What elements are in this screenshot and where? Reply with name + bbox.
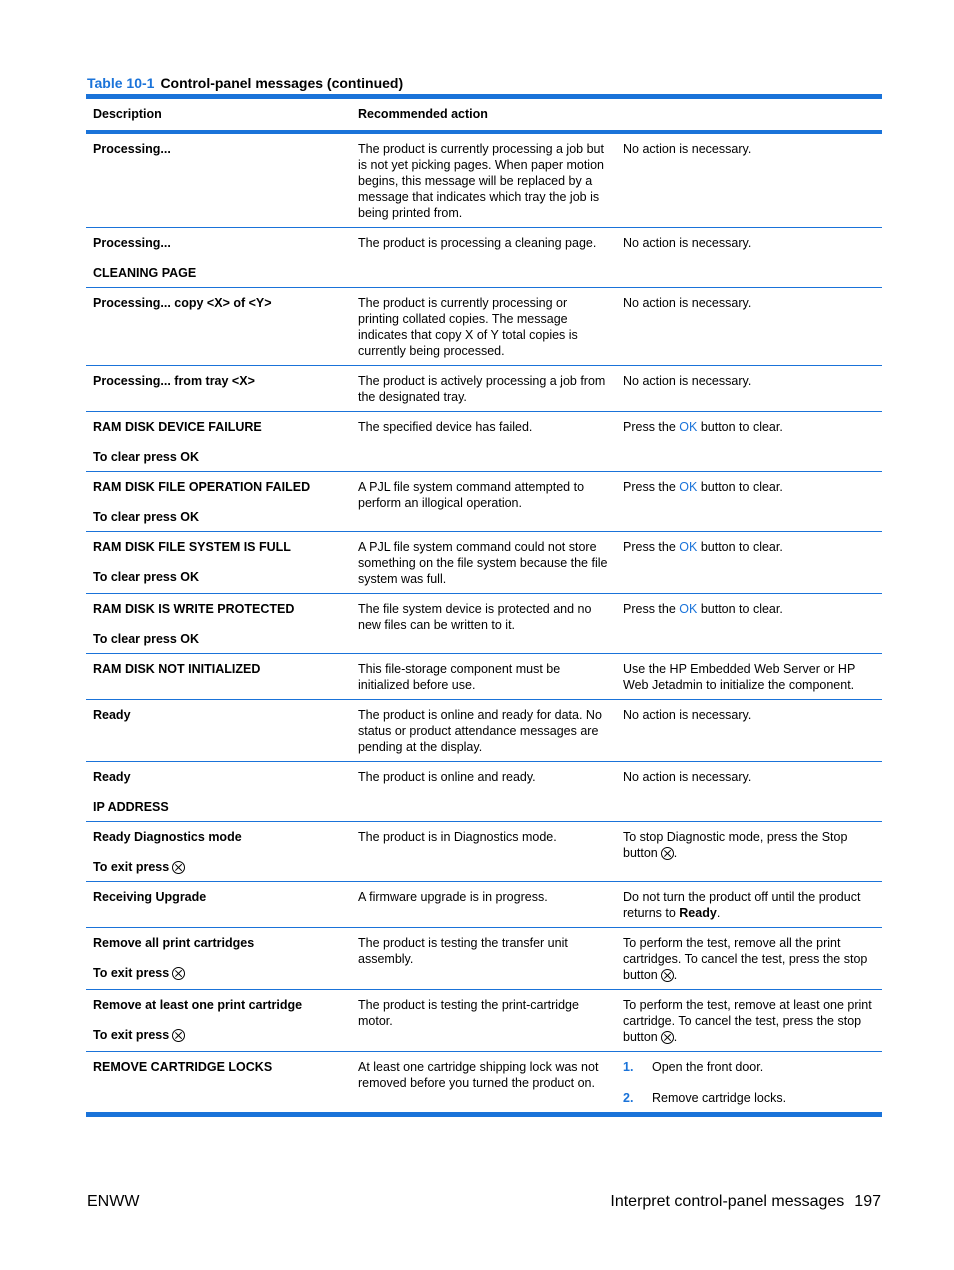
action-text: button to clear. bbox=[697, 602, 783, 616]
message-cell bbox=[86, 762, 351, 822]
cause-cell: The product is actively processing a job from the designated tray. bbox=[351, 366, 616, 412]
action-text: To perform the test, remove all the print cartridges. To cancel the test, press the stop button bbox=[623, 936, 868, 982]
table-row bbox=[86, 762, 882, 822]
message-text: RAM DISK IS WRITE PROTECTED bbox=[93, 602, 295, 616]
stop-icon bbox=[661, 969, 674, 982]
message-cell bbox=[86, 990, 351, 1052]
action-text: button to clear. bbox=[697, 540, 783, 554]
action-cell: No action is necessary. bbox=[616, 132, 882, 228]
message-text: Ready Diagnostics mode bbox=[93, 830, 242, 844]
action-cell bbox=[616, 822, 882, 882]
action-text: Press the bbox=[623, 480, 680, 494]
message-text: RAM DISK FILE SYSTEM IS FULL bbox=[93, 540, 291, 554]
message-cell bbox=[86, 132, 351, 228]
cause-cell: The product is currently processing a job but is not yet picking pages. When paper motion begins, this message will be replaced by a message that indicates which tray the job is being printed from. bbox=[351, 132, 616, 228]
cause-cell: The product is testing the transfer unit assembly. bbox=[351, 928, 616, 990]
message-cell bbox=[86, 228, 351, 288]
table-row bbox=[86, 928, 882, 990]
message-cell bbox=[86, 472, 351, 532]
table-caption bbox=[87, 75, 403, 91]
exit-text: To exit press bbox=[93, 1028, 170, 1042]
message-text: Ready bbox=[93, 708, 131, 722]
message-subtext bbox=[93, 859, 345, 875]
action-cell: No action is necessary. bbox=[616, 366, 882, 412]
control-panel-messages-table bbox=[86, 99, 882, 1117]
footer-section: Interpret control-panel messages bbox=[610, 1193, 845, 1210]
ok-button-ref: OK bbox=[679, 540, 698, 554]
action-cell bbox=[616, 594, 882, 654]
action-cell bbox=[616, 882, 882, 928]
step-number: 1. bbox=[623, 1060, 634, 1074]
ok-button-ref: OK bbox=[679, 602, 698, 616]
list-item bbox=[623, 1090, 876, 1106]
message-cell bbox=[86, 928, 351, 990]
step-text: Remove cartridge locks. bbox=[652, 1091, 787, 1105]
table-row bbox=[86, 472, 882, 532]
table-row bbox=[86, 288, 882, 366]
cause-cell: The product is online and ready. bbox=[351, 762, 616, 822]
action-text: Do not turn the product off until the product returns to bbox=[623, 890, 861, 920]
message-text: RAM DISK NOT INITIALIZED bbox=[93, 662, 261, 676]
cause-cell: A PJL file system command attempted to perform an illogical operation. bbox=[351, 472, 616, 532]
message-text: Processing... from tray <X> bbox=[93, 374, 255, 388]
header-description: Description bbox=[86, 99, 351, 132]
action-text: . bbox=[673, 968, 678, 982]
action-cell bbox=[616, 532, 882, 594]
message-cell bbox=[86, 822, 351, 882]
table-title: Control-panel messages (continued) bbox=[160, 75, 404, 91]
message-subtext: To clear press OK bbox=[93, 570, 200, 584]
message-cell bbox=[86, 882, 351, 928]
table-row bbox=[86, 132, 882, 228]
stop-icon bbox=[661, 847, 674, 860]
action-text: To perform the test, remove at least one print cartridge. To cancel the test, press the stop button bbox=[623, 998, 872, 1044]
stop-icon bbox=[172, 1029, 185, 1042]
action-text: . bbox=[673, 846, 678, 860]
table-row bbox=[86, 228, 882, 288]
cause-cell: The product is online and ready for data. No status or product attendance messages are pending at the display. bbox=[351, 700, 616, 762]
cause-cell: A PJL file system command could not store something on the file system because the file system was full. bbox=[351, 532, 616, 594]
action-cell: No action is necessary. bbox=[616, 288, 882, 366]
action-cell bbox=[616, 990, 882, 1052]
message-text: Processing... copy <X> of <Y> bbox=[93, 296, 272, 310]
step-text: Open the front door. bbox=[652, 1060, 764, 1074]
cause-cell: The product is processing a cleaning page. bbox=[351, 228, 616, 288]
stop-icon bbox=[172, 967, 185, 980]
message-cell bbox=[86, 412, 351, 472]
action-cell bbox=[616, 472, 882, 532]
footer-left: ENWW bbox=[87, 1193, 140, 1210]
message-cell bbox=[86, 288, 351, 366]
steps-list bbox=[623, 1059, 876, 1106]
action-text: button to clear. bbox=[697, 480, 783, 494]
action-cell: No action is necessary. bbox=[616, 228, 882, 288]
action-cell bbox=[616, 1052, 882, 1115]
list-item bbox=[623, 1059, 876, 1075]
message-subtext bbox=[93, 1027, 345, 1043]
action-text: Press the bbox=[623, 602, 680, 616]
action-text: Press the bbox=[623, 540, 680, 554]
footer-right bbox=[610, 1193, 881, 1211]
table-row bbox=[86, 990, 882, 1052]
header-recommended-action: Recommended action bbox=[351, 99, 882, 132]
cause-cell: This file-storage component must be initialized before use. bbox=[351, 654, 616, 700]
table-row bbox=[86, 412, 882, 472]
step-number: 2. bbox=[623, 1091, 634, 1105]
action-text: . bbox=[673, 1030, 678, 1044]
message-text: Processing... bbox=[93, 236, 171, 250]
cause-cell: The specified device has failed. bbox=[351, 412, 616, 472]
message-text: Processing... bbox=[93, 142, 171, 156]
exit-text: To exit press bbox=[93, 966, 170, 980]
table-row bbox=[86, 594, 882, 654]
table-row bbox=[86, 822, 882, 882]
cause-cell: The product is in Diagnostics mode. bbox=[351, 822, 616, 882]
table-row bbox=[86, 532, 882, 594]
table-row bbox=[86, 700, 882, 762]
message-text: Remove at least one print cartridge bbox=[93, 998, 303, 1012]
action-text: button to clear. bbox=[697, 420, 783, 434]
cause-cell: A firmware upgrade is in progress. bbox=[351, 882, 616, 928]
message-text: RAM DISK DEVICE FAILURE bbox=[93, 420, 262, 434]
action-cell: No action is necessary. bbox=[616, 700, 882, 762]
table-row bbox=[86, 366, 882, 412]
message-text: Ready bbox=[93, 770, 131, 784]
message-text: REMOVE CARTRIDGE LOCKS bbox=[93, 1060, 273, 1074]
cause-cell: The file system device is protected and no new files can be written to it. bbox=[351, 594, 616, 654]
message-cell bbox=[86, 1052, 351, 1115]
message-cell bbox=[86, 366, 351, 412]
table-row bbox=[86, 1052, 882, 1115]
action-text: To stop Diagnostic mode, press the Stop button bbox=[623, 830, 848, 860]
action-cell bbox=[616, 412, 882, 472]
message-cell bbox=[86, 700, 351, 762]
action-cell: Use the HP Embedded Web Server or HP Web Jetadmin to initialize the component. bbox=[616, 654, 882, 700]
cause-cell: The product is testing the print-cartridge motor. bbox=[351, 990, 616, 1052]
message-subtext bbox=[93, 965, 345, 981]
message-cell bbox=[86, 532, 351, 594]
message-text: Remove all print cartridges bbox=[93, 936, 255, 950]
page-number: 197 bbox=[854, 1193, 881, 1210]
action-text: Press the bbox=[623, 420, 680, 434]
message-subtext: To clear press OK bbox=[93, 510, 200, 524]
message-text: RAM DISK FILE OPERATION FAILED bbox=[93, 480, 311, 494]
ok-button-ref: OK bbox=[679, 480, 698, 494]
table-row bbox=[86, 882, 882, 928]
table-number: Table 10-1 bbox=[87, 75, 155, 91]
stop-icon bbox=[172, 861, 185, 874]
message-cell bbox=[86, 654, 351, 700]
action-cell bbox=[616, 928, 882, 990]
ready-keyword: Ready bbox=[679, 906, 717, 920]
cause-cell: The product is currently processing or printing collated copies. The message indicates that copy X of Y total copies is currently being processed. bbox=[351, 288, 616, 366]
cause-cell: At least one cartridge shipping lock was not removed before you turned the product on. bbox=[351, 1052, 616, 1115]
table-header-row bbox=[86, 99, 882, 132]
message-subtext: CLEANING PAGE bbox=[93, 266, 197, 280]
message-subtext: IP ADDRESS bbox=[93, 800, 169, 814]
message-text: Receiving Upgrade bbox=[93, 890, 207, 904]
stop-icon bbox=[661, 1031, 674, 1044]
exit-text: To exit press bbox=[93, 860, 170, 874]
table-row bbox=[86, 654, 882, 700]
action-text: . bbox=[716, 906, 721, 920]
message-subtext: To clear press OK bbox=[93, 632, 200, 646]
message-cell bbox=[86, 594, 351, 654]
action-cell: No action is necessary. bbox=[616, 762, 882, 822]
message-subtext: To clear press OK bbox=[93, 450, 200, 464]
ok-button-ref: OK bbox=[679, 420, 698, 434]
